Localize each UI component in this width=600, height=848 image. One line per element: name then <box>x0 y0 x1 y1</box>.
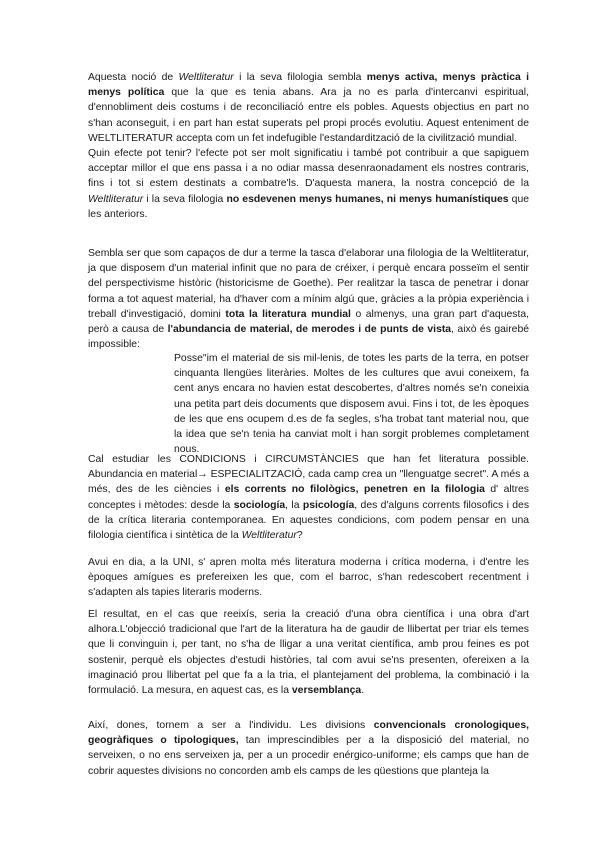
paragraph-6 <box>88 607 529 698</box>
text-run: Cal estudiar les CONDICIONS i CIRCUMSTÀNCIES que han fet literatura possible. Abundancia en material→ ESPECIALITZACIÓ, cada camp crea un "llenguatge secret". A més a més, des de les ciències i <box>88 454 529 496</box>
text-run: Aquesta noció de <box>88 72 179 83</box>
text-run: que la que es tenia abans. Ara ja no es parla d'intercanvi espiritual, d'ennobliment deis costums i de reconciliació entre els pobles. Aquests objectius en part no s'han aconseguit, i en part han estat superats pel propi procés evolutiu. Aquest enteniment de WELTLITERATUR accepta com un fet indefugible l'estandardització de la civilització mundial. <box>88 87 529 144</box>
text-run: , això és gairebé impossible: <box>88 324 529 351</box>
text-run: . <box>361 685 365 697</box>
text-run: , la <box>285 499 303 511</box>
italic-term: Weltliteratur <box>178 72 234 83</box>
paragraph-5: Avui en dia, a la UNI, s' apren molta més literatura moderna i crítica moderna, i d'entre les èpoques amígues es prefereixen les que, com el barroc, s'han redescobert recentment i s'adapten als tapies literaris moderns. <box>88 557 529 599</box>
text-run: El resultat, en el cas que reeixís, seria la creació d'una obra científica i una obra d'art alhora.L'objecció tradicional que l'art de la literatura ha de gaudir de llibertat per triar els temes que li convinguin i, per tant, no s'ha de lligar a una veritat científica, amb prou feines es pot sostenir, perquè els objectes d'estudi històries, tal com avui se'ns presenten, ofereixen a la imaginació prou llibertat pel que fa a la tria, el plantejament del problema, la combinació i la formulació. La mesura, en aquest cas, es la <box>88 609 529 697</box>
text-run: ? <box>296 530 303 542</box>
block-quote: Posse"im el material de sis mil-lenis, de totes les parts de la terra, en potser cinquanta llengües literàries. Moltes de les cultures que avui coneixem, fa cent anys encara no havien estat descobertes, d'altres només se'n coneixia una petita part deis documents que disposem avui. Fins i tot, de les èpoques de les que ens ocupem d.es de fa segles, s'ha trobat tant material nou, que la idea que se'n tenia ha canviat molt i han sorgit problemes completament nous. <box>174 353 529 456</box>
text-run: Sembla ser que som capaços de dur a terme la tasca d'elaborar una filologia de la Weltliteratur, ja que disposem d'un material infinit que no para de créixer, i perquè encara posseïm el sentir del perspectivisme històric (historicisme de Goethe). Per realitzar la tasca de penetrar i donar forma a tot aquest material, ha d'haver com a mínim algú que, gràcies a la pròpia experiència i treball d'investigació, domini <box>88 248 529 320</box>
text-run: i la seva filologia sembla <box>233 72 367 83</box>
text-run: que les anteriors. <box>88 193 530 220</box>
bold-phrase: menys activa, menys pràctica i menys política <box>88 72 529 99</box>
bold-phrase: sociología <box>233 499 286 511</box>
paragraph-weltliteratur-notion <box>88 70 529 222</box>
text-run: tan imprescindibles per a la disposició del material, no serveixen, o no ens serveixen ja, per a un procedir enérgico-uniforme; els camps que han de cobrir aquestes divisions no concorden amb els camps de les qüestions que planteja la <box>88 735 529 777</box>
text-run: i la seva filologia <box>143 193 227 205</box>
paragraph-4 <box>88 452 529 543</box>
text-run: d' altres conceptes i mètodes: desde la <box>88 484 529 511</box>
bold-phrase: els corrents no filològics, penetren en la filologia <box>224 484 485 496</box>
italic-term: Weltliteratur <box>241 530 297 542</box>
paragraph-1 <box>88 70 529 146</box>
bold-phrase: l'abundancia de material, de merodes i de punts de vista <box>167 324 452 336</box>
bold-phrase: tota la literatura mundial <box>225 308 351 320</box>
paragraph-7 <box>88 718 529 779</box>
italic-term: Weltliteratur <box>88 193 144 205</box>
text-run: Quin efecte pot tenir? l'efecte pot ser molt significatiu i també pot contribuir a que sapiguem acceptar millor el que ens passa i a no odiar massa desenraonadament els nostres contraris, fins i tot si estem destinats a combatre'ls. D'aquesta manera, la nostra concepció de la <box>88 148 529 190</box>
text-run: Així, dones, tornem a ser a l'individu. Les divisions <box>88 720 374 731</box>
text-run: , des d'alguns corrents filosofics i des de la crítica literaria contemporanea. En aquestes condicions, com podem pensar en una filologia científica i sintètica de la <box>88 499 530 542</box>
paragraph-3 <box>88 246 529 352</box>
bold-phrase: convencionals cronologiques, geogràfiques o tipologiques, <box>88 720 529 747</box>
text-run: o almenys, una gran part d'aquesta, però a causa de <box>88 308 530 336</box>
bold-phrase: no esdevenen menys humanes, ni menys humanístiques <box>226 193 509 205</box>
bold-phrase: psicología <box>302 499 355 511</box>
paragraph-2 <box>88 146 529 222</box>
bold-phrase: versemblança <box>291 685 362 697</box>
